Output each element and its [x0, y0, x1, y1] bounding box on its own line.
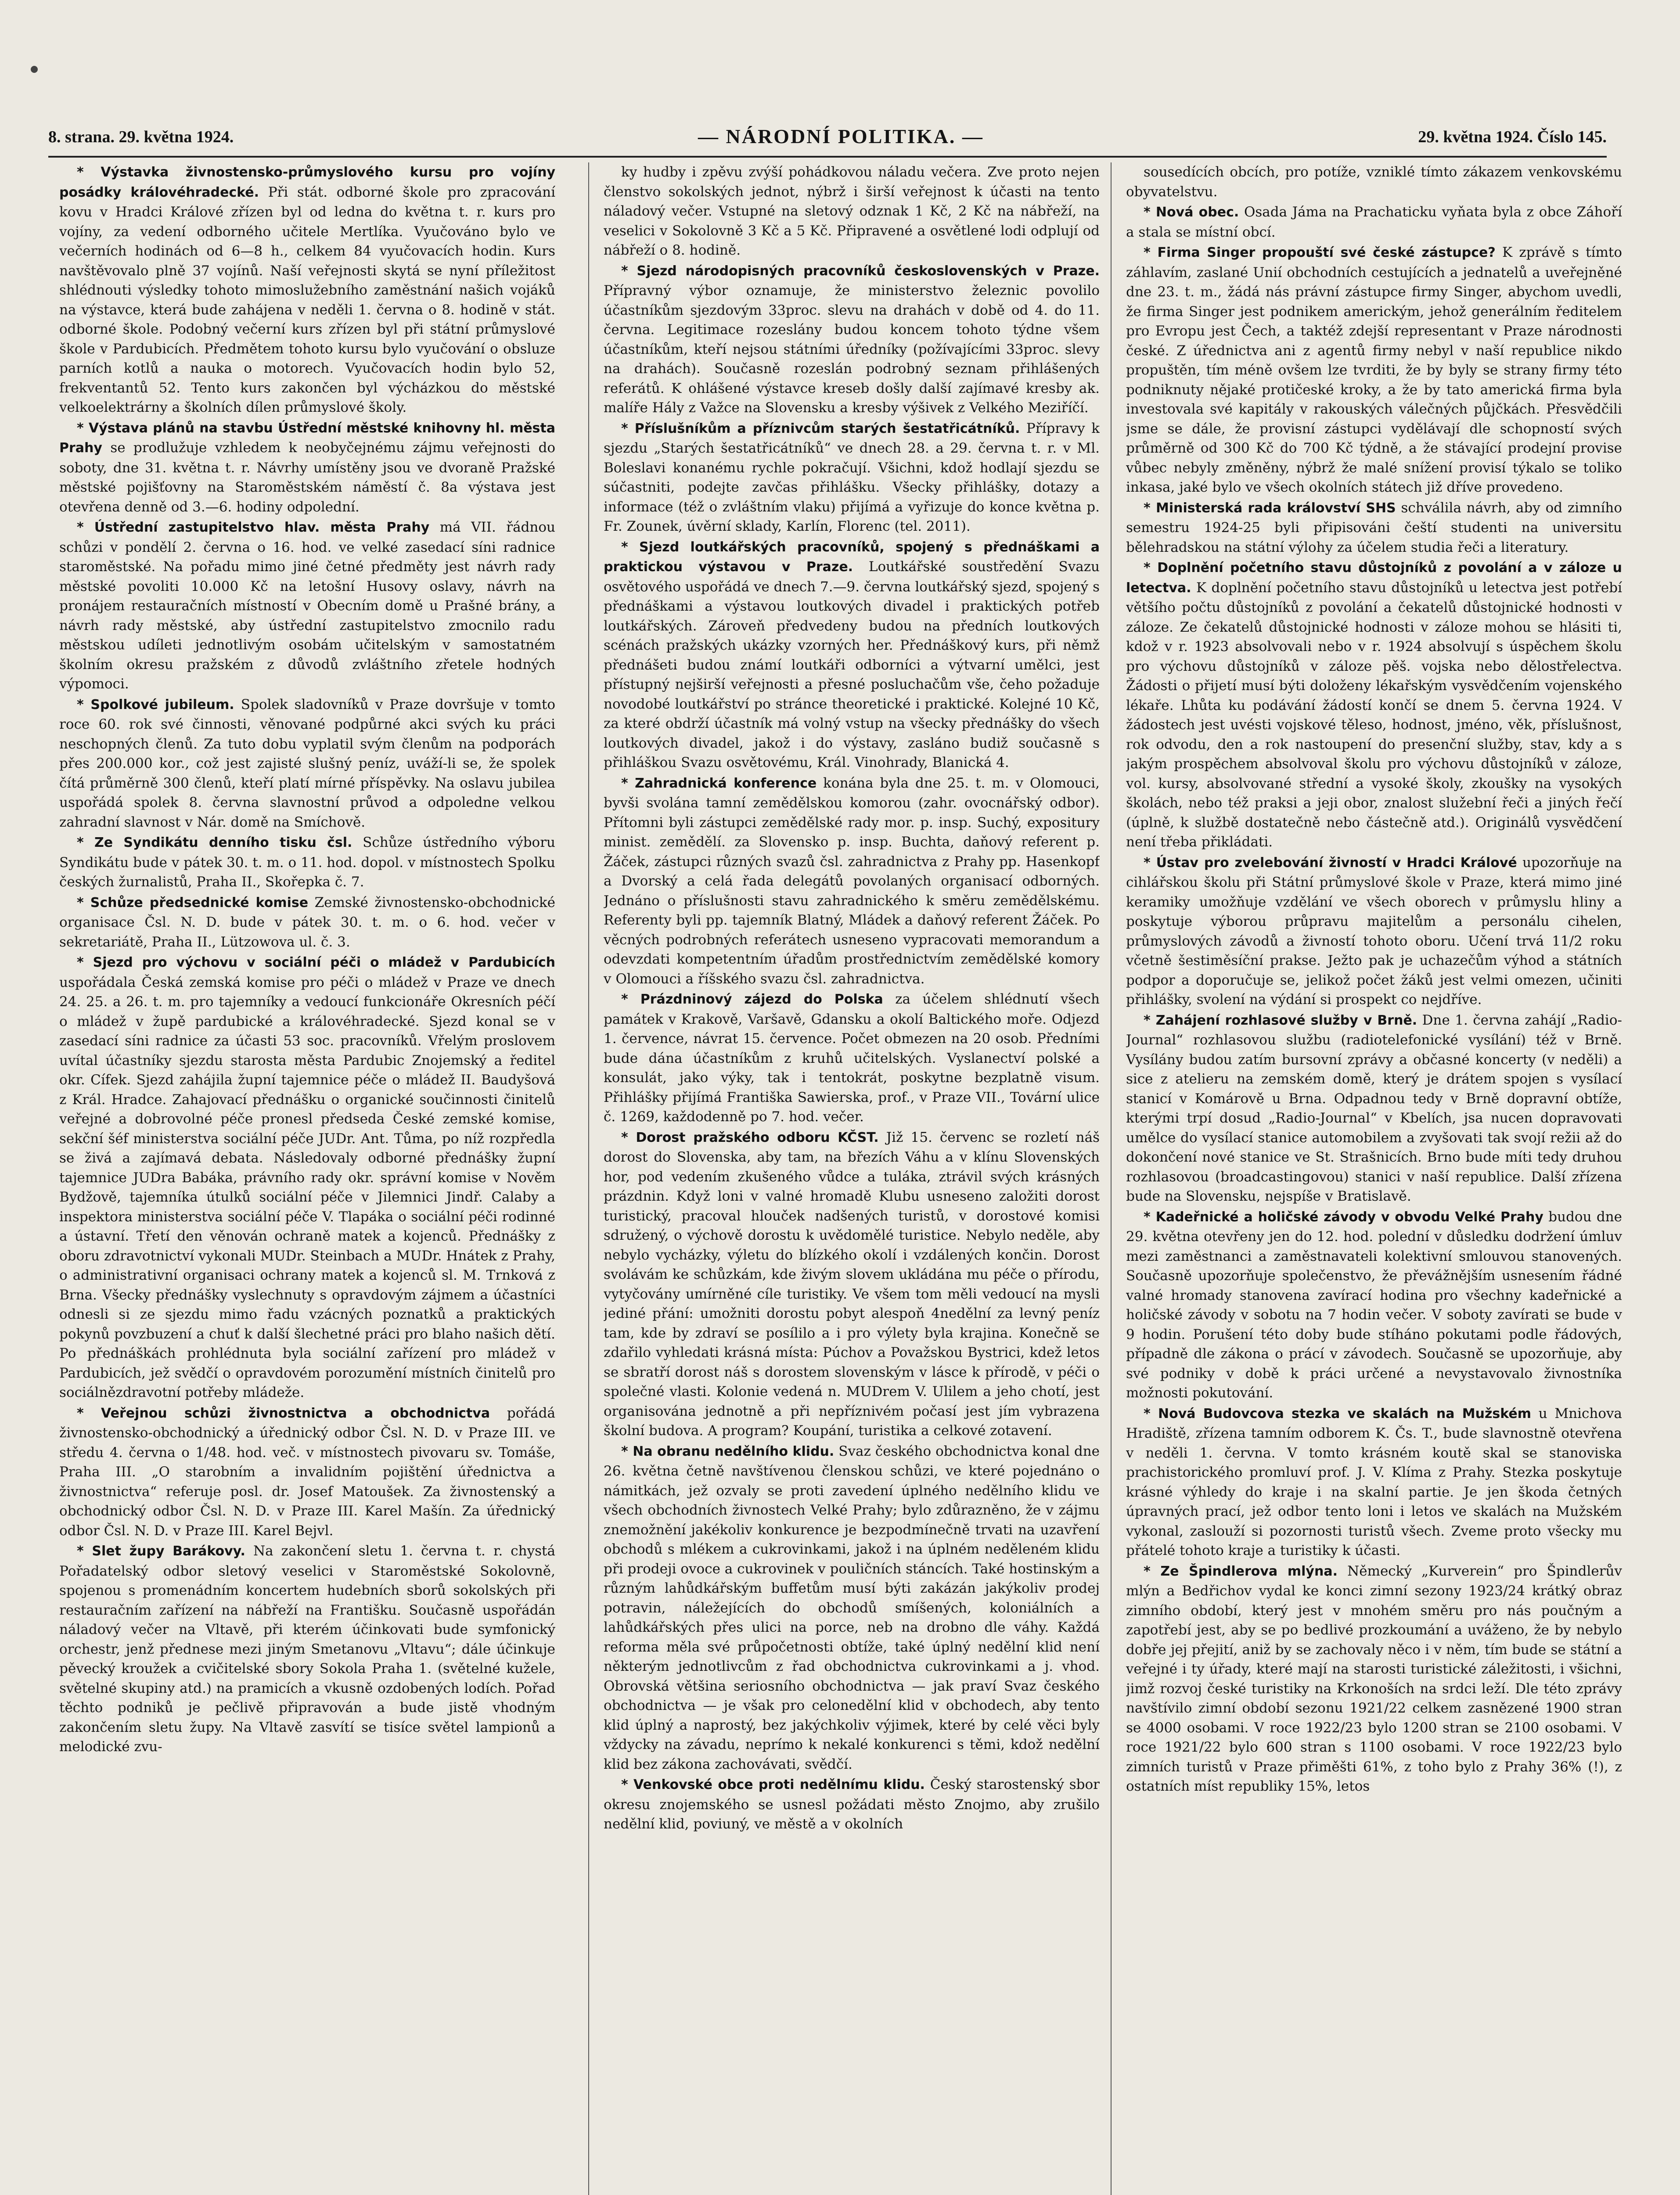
- page-header: [48, 127, 1607, 158]
- article-text: konána byla dne 25. t. m. v Olomouci, byvši svolána tamní zemědělskou komorou (zahr. ovocnářský odbor). Přítomni byli zástupci zemědělské rady mor. p. insp. Suchý, expositury minist. zemědělí. za Slovensko p. insp. Buchta, daňový referent p. Žáček, zástupci různých svazů čsl. zahradnictva z Prahy pp. Hasenkopf a Dvorský a celá řada delegátů povolaných organisací odborných. Jednáno o příslušnosti stavu zahradnického k směru zemědělskému. Referenty byli pp. tajemník Blatný, Mládek a daňový referent Žáček. Po věcných podrobných referátech usneseno vypracovati memorandum a odevzdati kompetentním úřadům prostřednictvím zemědělské komory v Olomouci a říšského svazu čsl. zahradnictva.: [604, 775, 1100, 987]
- column-3: [1126, 162, 1622, 2195]
- article-text: Spolek sladovníků v Praze dovršuje v tomto roce 60. rok své činnosti, věnované podpůrné akci svých ku práci neschopných členů. Za tuto dobu vyplatil svým členům na podporách přes 200.000 kor., což jest zajisté slušný peníz, uváží-li se, že spolek čítá průměrně 300 členů, kteří platí mírné příspěvky. Na oslavu jubilea uspořádá spolek 8. června slavnostní průvod a odpoledne velkou zahradní slavnost v Nár. domě na Smíchově.: [59, 696, 555, 830]
- article-paragraph: [1126, 558, 1622, 852]
- article-headline: * Ze Syndikátu denního tisku čsl.: [77, 835, 353, 850]
- article-paragraph: [1126, 1207, 1622, 1403]
- article-paragraph: [59, 418, 555, 517]
- article-paragraph: [604, 1775, 1100, 1834]
- article-paragraph: [1126, 1011, 1622, 1206]
- article-text: budou dne 29. května otevřeny jen do 12. hod. polední v důsledku dodržení úmluv mezi zaměstnanci a zaměstnavateli kolektivní smlouvou stanovených. Současně upozorňuje společenstvo, že převážnějším usnesením řádné valné hromady stanovena zavírací hodina pro všechny kadeřnické a holičské závody v sobotu na 7 hodin večer. V soboty zavírati se bude v 9 hodin. Porušení této doby bude stíháno pokutami podle řádových, případně dle zákona o prácí v závodech. Současně se upozorňuje, aby své podniky v době k práci určené a nevystavovalo živnostníka možnosti pokutování.: [1126, 1209, 1622, 1401]
- article-paragraph: [604, 774, 1100, 989]
- article-text: schválila návrh, aby od zimního semestru 1924-25 byli připisováni čeští studenti na universitu bělehradskou na státní výlohy za účelem studia řeči a literatury.: [1126, 500, 1622, 555]
- article-headline: * Dorost pražského odboru KČST.: [621, 1130, 879, 1145]
- article-text: Schůze ústředního výboru Syndikátu bude v pátek 30. t. m. o 11. hod. dopol. v místnostech Spolku českých žurnalistů, Praha II., Skořepka č. 7.: [59, 835, 555, 890]
- article-paragraph: [59, 518, 555, 694]
- article-text: pořádá živnostensko-obchodnický a úřednický odbor Čsl. N. D. v Praze III. ve středu 4. června o 1/48. hod. več. v místnostech pivovaru sv. Tomáše, Praha III. „O starobním a invalidním pojištění úřednictva a živnostnictva“ referuje posl. dr. Josef Matoušek. Za živnostenský a obchodnický odbor Čsl. N. D. v Praze III. Karel Mašín. Za úřednický odbor Čsl. N. D. v Praze III. Karel Bejvl.: [59, 1405, 555, 1539]
- article-paragraph: [1126, 1562, 1622, 1796]
- article: [1126, 1404, 1622, 1561]
- article: [59, 418, 555, 517]
- article: [59, 893, 555, 952]
- article-headline: * Schůze předsednické komise: [77, 895, 309, 910]
- article: [59, 162, 555, 417]
- article-headline: * Ústřední zastupitelstvo hlav. města Prahy: [77, 520, 430, 535]
- article-paragraph: [1126, 1404, 1622, 1561]
- article-text: Svaz českého obchodnictva konal dne 26. května četně navštívenou členskou schůzi, ve které pojednáno o námitkách, jež ozvaly se proti zavedení úplného nedělního klidu ve všech obchodních živnostech Velké Prahy; bylo zdůrazněno, že v zájmu znemožnění jakékoliv konkurence je bezpodmínečně trvati na uzavření obchodů s mlékem a cukrovinkami, jakož i na úplném neděleném klidu při prodeji ovoce a cukrovinek v pouličních stáncích. Také hostinským a různým lahůdkářským buffetům musí býti zakázán jakýkoliv prodej potravin, náležejících do obchodů smíšených, koloniálních a lahůdkářských přes ulici na porce, neb na drobno dle váhy. Každá reforma měla své průpočetnosti obtíže, také úplný nedělní klid není některým jednotlivcům z řad obchodnictva cukrovinkami a j. vhod. Obrovská většina seriosního obchodnictva — jak praví Svaz českého obchodnictva — je však pro celonedělní klid v obchodech, aby tento klid úplný a naprostý, bez jakýchkoliv výjimek, které by celé věci byly vždycky na závadu, neprímo k nekalé konkurenci s těmi, kdož nedělní klid bez zákona zachovávati, svědčí.: [604, 1443, 1100, 1772]
- article-paragraph: [59, 162, 555, 417]
- column-1: [59, 162, 555, 2195]
- article: [604, 1442, 1100, 1774]
- article-headline: * Doplnění početního stavu důstojníků z povolání a v záloze u letectva.: [1126, 560, 1622, 596]
- article-text: Loutkářské soustředění Svazu osvětového uspořádá ve dnech 7.—9. června loutkářský sjezd, spojený s přednáškami a výstavou loutkových divadel i praktických potřeb loutkářských. Zároveň předvedeny budou na předních loutkových scénách pražských ukázky vzorných her. Přednáškový kurs, při němž přednášeti budou známí loutkáři odborníci a výtvarní umělci, jest přístupný nejširší veřejnosti a přesné posluchačům vše, čeho požaduje novodobé loutkářství po stránce theoretické i praktické. Kolejné 10 Kč, za které obdrží účastník má volný vstup na všecky přednášky do všech loutkových divadel, jakož i do výstavy, zaslánо budiž současně s přihláškou Svazu osvětovému, Král. Vinohrady, Blanická 4.: [604, 559, 1100, 770]
- article-headline: * Sjezd pro výchovu v sociální péči o mládež v Pardubicích: [77, 955, 555, 970]
- column-divider: [588, 162, 589, 2195]
- article: [59, 695, 555, 832]
- article-text: sousedících obcích, pro potíže, vzniklé tímto zákazem venkovskému obyvatelstvu.: [1126, 164, 1622, 200]
- article: [604, 774, 1100, 989]
- header-rule: [48, 156, 1607, 158]
- article-headline: * Na obranu nedělního klidu.: [621, 1443, 835, 1459]
- article-text: Na zakončení sletu 1. června t. r. chystá Pořadatelský odbor sletový veselici v Staroměstské Sokolovně, spojenou s promenádním koncertem hudebních sborů sokolských při restauračním zařízení na nábřeží na Františku. Současně uspořádán náladový večer na Vltavě, při kterém účinkovati bude symfonický orchestr, jenž přednese mezi jiným Smetanovu „Vltavu“; dále účinkuje pěvecký kroužek a cvičitelské sbory Sokola Praha 1. (světelné kužele, světelné skupiny atd.) na pramicích a vkusně ozdobených lodích. Pořad těchto podniků je pečlivě připravován a bude jistě vhodným zakončením sletu župy. Na Vltavě zasvítí se tisíce světel lampionů a melodické zvu-: [59, 1543, 555, 1755]
- article-headline: * Nová Budovcova stezka ve skalách na Mužském: [1144, 1406, 1532, 1421]
- article-paragraph: [604, 1442, 1100, 1774]
- issue-date-number: 29. května 1924. Číslo 145.: [1418, 128, 1607, 146]
- column-divider: [1111, 162, 1112, 2195]
- article-text: Německý „Kurverein“ pro Špindlerův mlýn a Bedřichov vydal ke konci zimní sezony 1923/24 krátký obraz zimního období, který jest v mnohém směru pro nás poučným a zapotřebí jest, aby se po bedlivé prozkoumání a uváženo, že by nebylo dobře jej přejití, aniž by se zachovaly něco i v něm, tím bude se státní a veřejné i ty úřady, které mají na starosti turistické záležitosti, i všichni, jimž rozvoj české turistiky na Krkonoších na srdci leží. Dle této zprávy navštívilo zimní období sezonu 1921/22 celkem zasnězené 1900 stran se 4000 osobami. V roce 1922/23 bylo 1200 stran se 2100 osobami. V roce 1921/22 bylo 600 stran s 1100 osobami. V roce 1922/23 bylo zimních turistů v Praze přiměšti 61%, z toho bylo z Prahy 36% (!), z ostatních míst republiky 15%, letos: [1126, 1563, 1622, 1794]
- article-headline: * Sjezd loutkářských pracovníků, spojený s přednáškami a praktickou výstavou v Praze.: [604, 539, 1100, 575]
- article: [604, 261, 1100, 418]
- article-headline: * Zahradnická konference: [621, 775, 817, 791]
- article-text: u Mnichova Hradiště, zřízena tamním odborem K. Čs. T., bude slavnostně otevřena v neděli 1. června. V tomto krásném koutě skal se stanoviska prachistorického promluví prof. J. V. Klíma z Prahy. Stezka poskytuje krásné výhledy do kraje i na skalní partie. Je jen škoda četných úpravných prací, jež odbor tento loni i letos ve skalách na Mužském vykonal, zaslouží si pozornosti turistů všech. Zveme proto všecky mu přátelé tohoto kraje a turistiky k účasti.: [1126, 1405, 1622, 1558]
- article: [1126, 1562, 1622, 1796]
- article-headline: * Kadeřnické a holičské závody v obvodu Velké Prahy: [1144, 1209, 1543, 1225]
- article: [1126, 1011, 1622, 1206]
- article-headline: * Prázdninový zájezd do Polska: [621, 992, 883, 1007]
- article-text: Zemské živnostensko-obchodnické organisace Čsl. N. D. bude v pátek 30. t. m. o 6. hod. večer v sekretariátě, Praha II., Lützowova ul. č. 3.: [59, 894, 555, 950]
- article: [59, 953, 555, 1403]
- article-text: K doplnění početního stavu důstojníků u letectva jest potřebí většího počtu důstojníků z povolání a čekatelů důstojnické hodnosti v záloze. Ze čekatelů důstojnické hodnosti v záloze mohou se hlásiti ti, kdož v r. 1923 absolvovali nebo v r. 1924 absolvují s úspěchem školu pro výchovu důstojníků v záloze pěš. vojska nebo dělostřelectva. Žádosti o přijetí musí býti doloženy lékařským vysvědčením vojenského lékaře. Lhůta ku podávání žádostí končí se dnem 5. června 1924. V žádostech jest uvésti vojskové těleso, hodnost, jméno, věk, příslušnost, rok odvodu, den a rok nastoupení do presenční služby, stav, kdy a s jakým prospěchem absolvoval školu pro výchovu důstojníků v záloze, vol. kursy, absolvované střední a vysoké školy, zkoušky na vysokých školách, nebo též praksi a jeji obor, znalost služební řeči a jiných řečí (úplně, k službě dostatečně nebo částečně atd.). Originálů vysvědčení není třeba přikládati.: [1126, 579, 1622, 850]
- article: [1126, 558, 1622, 852]
- article-text: Již 15. červenc se rozletí náš dorost do Slovenska, aby tam, na březích Váhu a v klínu Slovenských hor, pod vedením zkušeného vůdce a tuláka, ztrávil svých krásných prázdnin. Když loni v valné hromadě Klubu usneseno založiti dorost turistický, pracoval hlouček nadšených turistů, v dorostové komisi sdružený, o výchově dorostu k uvědomělé turistice. Nebylo neděle, aby nebylo vycházky, výletu do blízkého okolí i vzdálených končin. Dorost svolávám ke schůzkám, kde živým slovem ukládána mu péče o přírodu, vytyčovány umírněné cíle turistiky. Ve všem tom měli vedoucí na mysli jediné přání: umožniti dorostu pobyt alespoň 4nedělní za levný peníz tam, kde by zdraví se posílilo a i pro výlety byla krajina. Konečně se zdařilo vyhledati krásná místa: Púchov a Považskou Bystrici, kdež letos se sbratří dorost náš s dorostem slovenským v lásce k přírodě, v péči o společné vlasti. Kolonie vedená n. MUDrem V. Ulilem a jeho chotí, jest organisována jednotně a při nepříznivém počasí jest jím vybrazena školní budova. A program? Koupání, turistika a celkové zotavení.: [604, 1129, 1100, 1439]
- newspaper-title: — NÁRODNÍ POLITIKA. —: [698, 125, 984, 148]
- article-paragraph: [1126, 202, 1622, 242]
- article-headline: * Příslušníkům a příznivcům starých šestatřicátníků.: [621, 421, 1020, 436]
- article: [604, 537, 1100, 773]
- page-number-date: 8. strana. 29. května 1924.: [48, 128, 234, 146]
- article-text: Český starostenský sbor okresu znojemského se usnesl požádati město Znojmo, aby zrušilo nedělní klid, poviuný, ve městě a v okolních: [604, 1777, 1100, 1832]
- article: [1126, 853, 1622, 1010]
- article: [1126, 162, 1622, 202]
- article: [59, 833, 555, 892]
- article: [59, 1541, 555, 1757]
- article-text: uspořádala Česká zemská komise pro péči o mládež v Praze ve dnech 24. 25. a 26. t. m. pro tajemníky a vedoucí funkcionáře Okresních péčí o mládež v župě pardubické a královéhradecké. Sjezd konal se v zasedací síni radnice za účasti 53 soc. pracovníků. Vřelým proslovem uvítal účastníky sjezdu starosta města Pardubic Znojemský a ředitel okr. Cífek. Sjezd zahájila župní tajemnice péče o mládež II. Baudyšová z Král. Hradce. Zahajovací přednášku o organické součinnosti činitelů veřejné a dobrovolné péče pronesl předseda České zemské komise, sekční šéf ministerstva sociální péče JUDr. Ant. Tůma, po níž rozpředla se živá a zajímavá debata. Následovaly odborné přednášky župní tajemnice JUDra Babáka, právního rady okr. správní komise v Nověm Bydžově, tajemníka útulků sociální péče v Jilemnici Jindř. Calaby a inspektora ministerstva sociální péče V. Tlapáka o sociální péči rodinné a ústavní. Třetí den věnován ochraně matek a kojenců. Přednášky z oboru zdravotnictví vykonali MUDr. Steinbach a MUDr. Hnátek z Prahy, o administrativní organisaci ochrany matek a kojenců sl. M. Trnková z Brna. Všecky přednášky vyslechnuty s opravdovým zájmem a účastníci odnesli si ze sjezdu mimo řadu vzácných poznatků a praktických pokynů povzbuzení a chuť k další šlechetné práci pro blaho našich dětí. Po přednáškách prohlédnuta byla sociální zařízení pro mládež v Pardubicích, jež svědčí o opravdovém porozumění místních činitelů pro sociálnězdravotní potřeby mládeže.: [59, 974, 555, 1400]
- article: [59, 518, 555, 694]
- article-paragraph: [1126, 853, 1622, 1010]
- article-headline: * Výstava plánů na stavbu Ústřední městské knihovny hl. města Prahy: [59, 420, 555, 456]
- article-text: Dne 1. června zahájí „Radio-Journal“ rozhlasovou službu (radiotelefonické vysílání) též v Brně. Vysílány budou zatím bursovní zprávy a občasné koncerty (v neděli) a sice z atelieru na zemském domě, který je drátem spojen s vysílací stanicí v Komárově u Brna. Odpadnou tedy v Brně dopravní obtíže, kterými trpí dosud „Radio-Journal“ v Kbelích, jsa nucen dopravovati umělce do vysílací stanice automobilem a zvyšovati tak svojí režii až do dokončení nové stanice ve St. Strašnicích. Brno bude míti tedy druhou rozhlasovou (broadcastingovou) stanici v naší republice. Další zřízena bude na Slovensku, nejspíše v Bratislavě.: [1126, 1012, 1622, 1204]
- article-paragraph: [59, 1541, 555, 1757]
- article-paragraph: [59, 833, 555, 892]
- article-headline: * Ústav pro zvelebování živností v Hradci Králové: [1144, 855, 1517, 871]
- article-headline: * Výstavka živnostensko-průmyslového kursu pro vojíny posádky královéhradecké.: [59, 165, 555, 200]
- article-headline: * Ze Špindlerova mlýna.: [1144, 1563, 1338, 1579]
- article-paragraph: [604, 162, 1100, 260]
- article: [604, 162, 1100, 260]
- article-paragraph: [604, 990, 1100, 1127]
- article: [1126, 202, 1622, 242]
- article-paragraph: [604, 419, 1100, 536]
- article: [604, 419, 1100, 536]
- article-headline: * Sjezd národopisných pracovníků československých v Praze.: [621, 263, 1100, 279]
- article-paragraph: [1126, 498, 1622, 558]
- article-headline: * Slet župy Barákovy.: [77, 1544, 245, 1559]
- article-headline: * Zahájení rozhlasové služby v Brně.: [1144, 1012, 1417, 1028]
- article-text: Přípravy k sjezdu „Starých šestatřicátníků“ ve dnech 28. a 29. června t. r. v Ml. Boleslavi konanému rychle pokračují. Všichni, kdož hodlají sjezdu se súčastniti, podejte zavčas přihlášku. Všecky přihlášky, dotazy a informace (též o zvláštním vlaku) přijímá a vyřizuje do konce května p. Fr. Zounek, úvěrní sklady, Karlín, Florenc (tel. 2011).: [604, 420, 1100, 534]
- article-text: za účelem shlédnutí všech památek v Krakově, Varšavě, Gdansku a okolí Baltického moře. Odjezd 1. července, návrat 15. července. Počet obmezen na 20 osob. Předními bude dána účastníkům z kruhů učitelských. Vyslanectví polské a konsulát, jako výky, tak i tentokrát, poskytne bezplatně visum. Přihlášky přijímá Františka Sawierska, prof., v Praze VII., Tovární ulice č. 1269, každodenně po 7. hod. večer.: [604, 991, 1100, 1125]
- article-text: má VII. řádnou schůzi v pondělí 2. června o 16. hod. ve velké zasedací síni radnice staroměstské. Na pořadu mimo jiné četné předměty jest návrh rady městské povoliti 10.000 Kč na letošní Husovy oslavy, návrh na pronájem restauračních místností v Obecním domě u Prašné brány, a návrh rady městské, aby ústřední zastupitelstvo zmocnilo radu městskou udíleti jednotlivým osobám učitelským v samostatném školním okresu pražském z důvodů zvláštního zřetele hodných výpomoci.: [59, 519, 555, 692]
- article-paragraph: [59, 953, 555, 1403]
- article: [604, 1128, 1100, 1441]
- article-paragraph: [59, 1403, 555, 1541]
- article-text: se prodlužuje vzhledem k neobyčejnému zájmu veřejnosti do soboty, dne 31. května t. r. Návrhy umístěny jsou ve dvoraně Pražské městské pojišťovny na Staroměstském náměstí č. 8a výstava jest otevřena denně od 3.—6. hodiny odpolední.: [59, 440, 555, 515]
- article-headline: * Firma Singer propouští své české zástupce?: [1144, 245, 1496, 260]
- article-headline: * Spolkové jubileum.: [77, 697, 234, 712]
- article: [604, 1775, 1100, 1834]
- article-text: Při stát. odborné škole pro zpracování kovu v Hradci Králové zřízen byl od ledna do května t. r. kurs pro vojíny, za vedení odborného učitele Mertlíka. Vyučováno bylo ve večerních hodinách od 6—8 h., celkem 84 vyučovacích hodin. Kurs navštěvovalo plně 37 vojínů. Naší veřejnosti skytá se nyní příležitost shlédnouti výsledky tohoto mimoslužebního zaměstnání našich vojáků na výstavce, která bude zahájena v neděli 1. června o 8. hodině v stát. odborné škole. Podobný večerní kurs zřízen byl při státní průmyslové škole v Pardubicích. Předmětem tohoto kursu bylo vyučování o obsluze parních kotlů a nauka o motorech. Vyučovacích hodin bylo 52, frekventantů 52. Tento kurs zakončen byl výcházkou do městské velkoelektrárny a školních dílen průmyslové školy.: [59, 184, 555, 415]
- article-paragraph: [1126, 162, 1622, 202]
- article-paragraph: [604, 261, 1100, 418]
- article-text: Přípravný výbor oznamuje, že ministerstvo železnic povolilo účastníkům sjezdovým 33proc. slevu na drahách v době od 4. do 11. června. Legitimace rozeslány budou koncem tohoto týdne všem účastníkům, kteří nejsou státními úředníky (požívajícími 33proc. slevy na drahách). Současně rozeslán podrobný seznam přihlášených referátů. K ohlášené výstavce kreseb došly další zajímavé kresby ak. malíře Hály z Važce na Slovensku a kresby výšivek z Velkého Meziříčí.: [604, 283, 1100, 416]
- article: [604, 990, 1100, 1127]
- punch-hole: [31, 66, 38, 73]
- article-headline: * Ministerská rada království SHS: [1144, 500, 1396, 516]
- article-headline: * Veřejnou schůzi živnostnictva a obchodnictva: [77, 1405, 490, 1421]
- article-text: Osada Jáma na Prachaticku vyňata byla z obce Záhoří a stala se místní obcí.: [1126, 204, 1622, 240]
- article: [1126, 498, 1622, 558]
- article-paragraph: [604, 537, 1100, 773]
- article-headline: * Nová obec.: [1144, 205, 1239, 220]
- article-headline: * Venkovské obce proti nedělnímu klidu.: [621, 1777, 925, 1792]
- article: [59, 1403, 555, 1541]
- article-paragraph: [59, 893, 555, 952]
- article-text: ky hudby i zpěvu zvýší pohádkovou náladu večera. Zve proto nejen členstvo sokolských jednot, nýbrž i širší veřejnost k účasti na tento náladový večer. Vstupné na sletový odznak 1 Kč, 2 Kč na nábřeží, na veselici v Sokolovně 3 Kč a 5 Kč. Připravené a osvětlené lodi odplují od nábřeží o 8. hodině.: [604, 164, 1100, 258]
- article: [1126, 243, 1622, 497]
- article-text: upozorňuje na cihlářskou školu při Státní průmyslové škole v Praze, která mimo jiné keramiky umožňuje vzdělání ve všech oborech v průmyslu hliny a poskytuje výborou průpravu majitelům a personálu cihelen, průmyslových závodů a živností tohoto oboru. Učení trvá 11/2 roku včetně šestiměsíční prakse. Ježto pak je uchazečům výhod a státních podpor a doporučuje se, jelikož počet žáků jest velmi omezen, učiniti přihlášky, svolení na výdání si prospekt co nejdříve.: [1126, 854, 1622, 1008]
- column-2: [604, 162, 1100, 2195]
- article-text: K zprávě s tímto záhlavím, zaslané Unií obchodních cestujících a jednatelů a uveřejněné dne 23. t. m., žádá nás právní zástupce firmy Singer, abychom uvedli, že firma Singer jest podnikem americkým, jehož generálním ředitelem pro Evropu jest Čech, a taktéž zdejší representant v Praze národnosti české. Z úřednictva ani z agentů firmy nebyl v naší republice nikdo propuštěn, tím méně ovšem lze tvrditi, že by byly se strany firmy této podniknuty nějaké protičeské kroky, a že by tato americká firma byla investovala své kapitály v rakouských válečných půjčkách. Přesvědčili jsme se dále, že provisní zástupci vydělávají dle schopností svých průměrně od 300 Kč do 700 Kč týdně, a že stávající prodejní provise vůbec nebyly změněny, nýbrž že malé snížení provisí týkalo se toliko inkasa, jaké bylo ve všech okolních státech již dříve provedeno.: [1126, 245, 1622, 495]
- article-paragraph: [604, 1128, 1100, 1441]
- article-paragraph: [59, 695, 555, 832]
- article: [1126, 1207, 1622, 1403]
- article-paragraph: [1126, 243, 1622, 497]
